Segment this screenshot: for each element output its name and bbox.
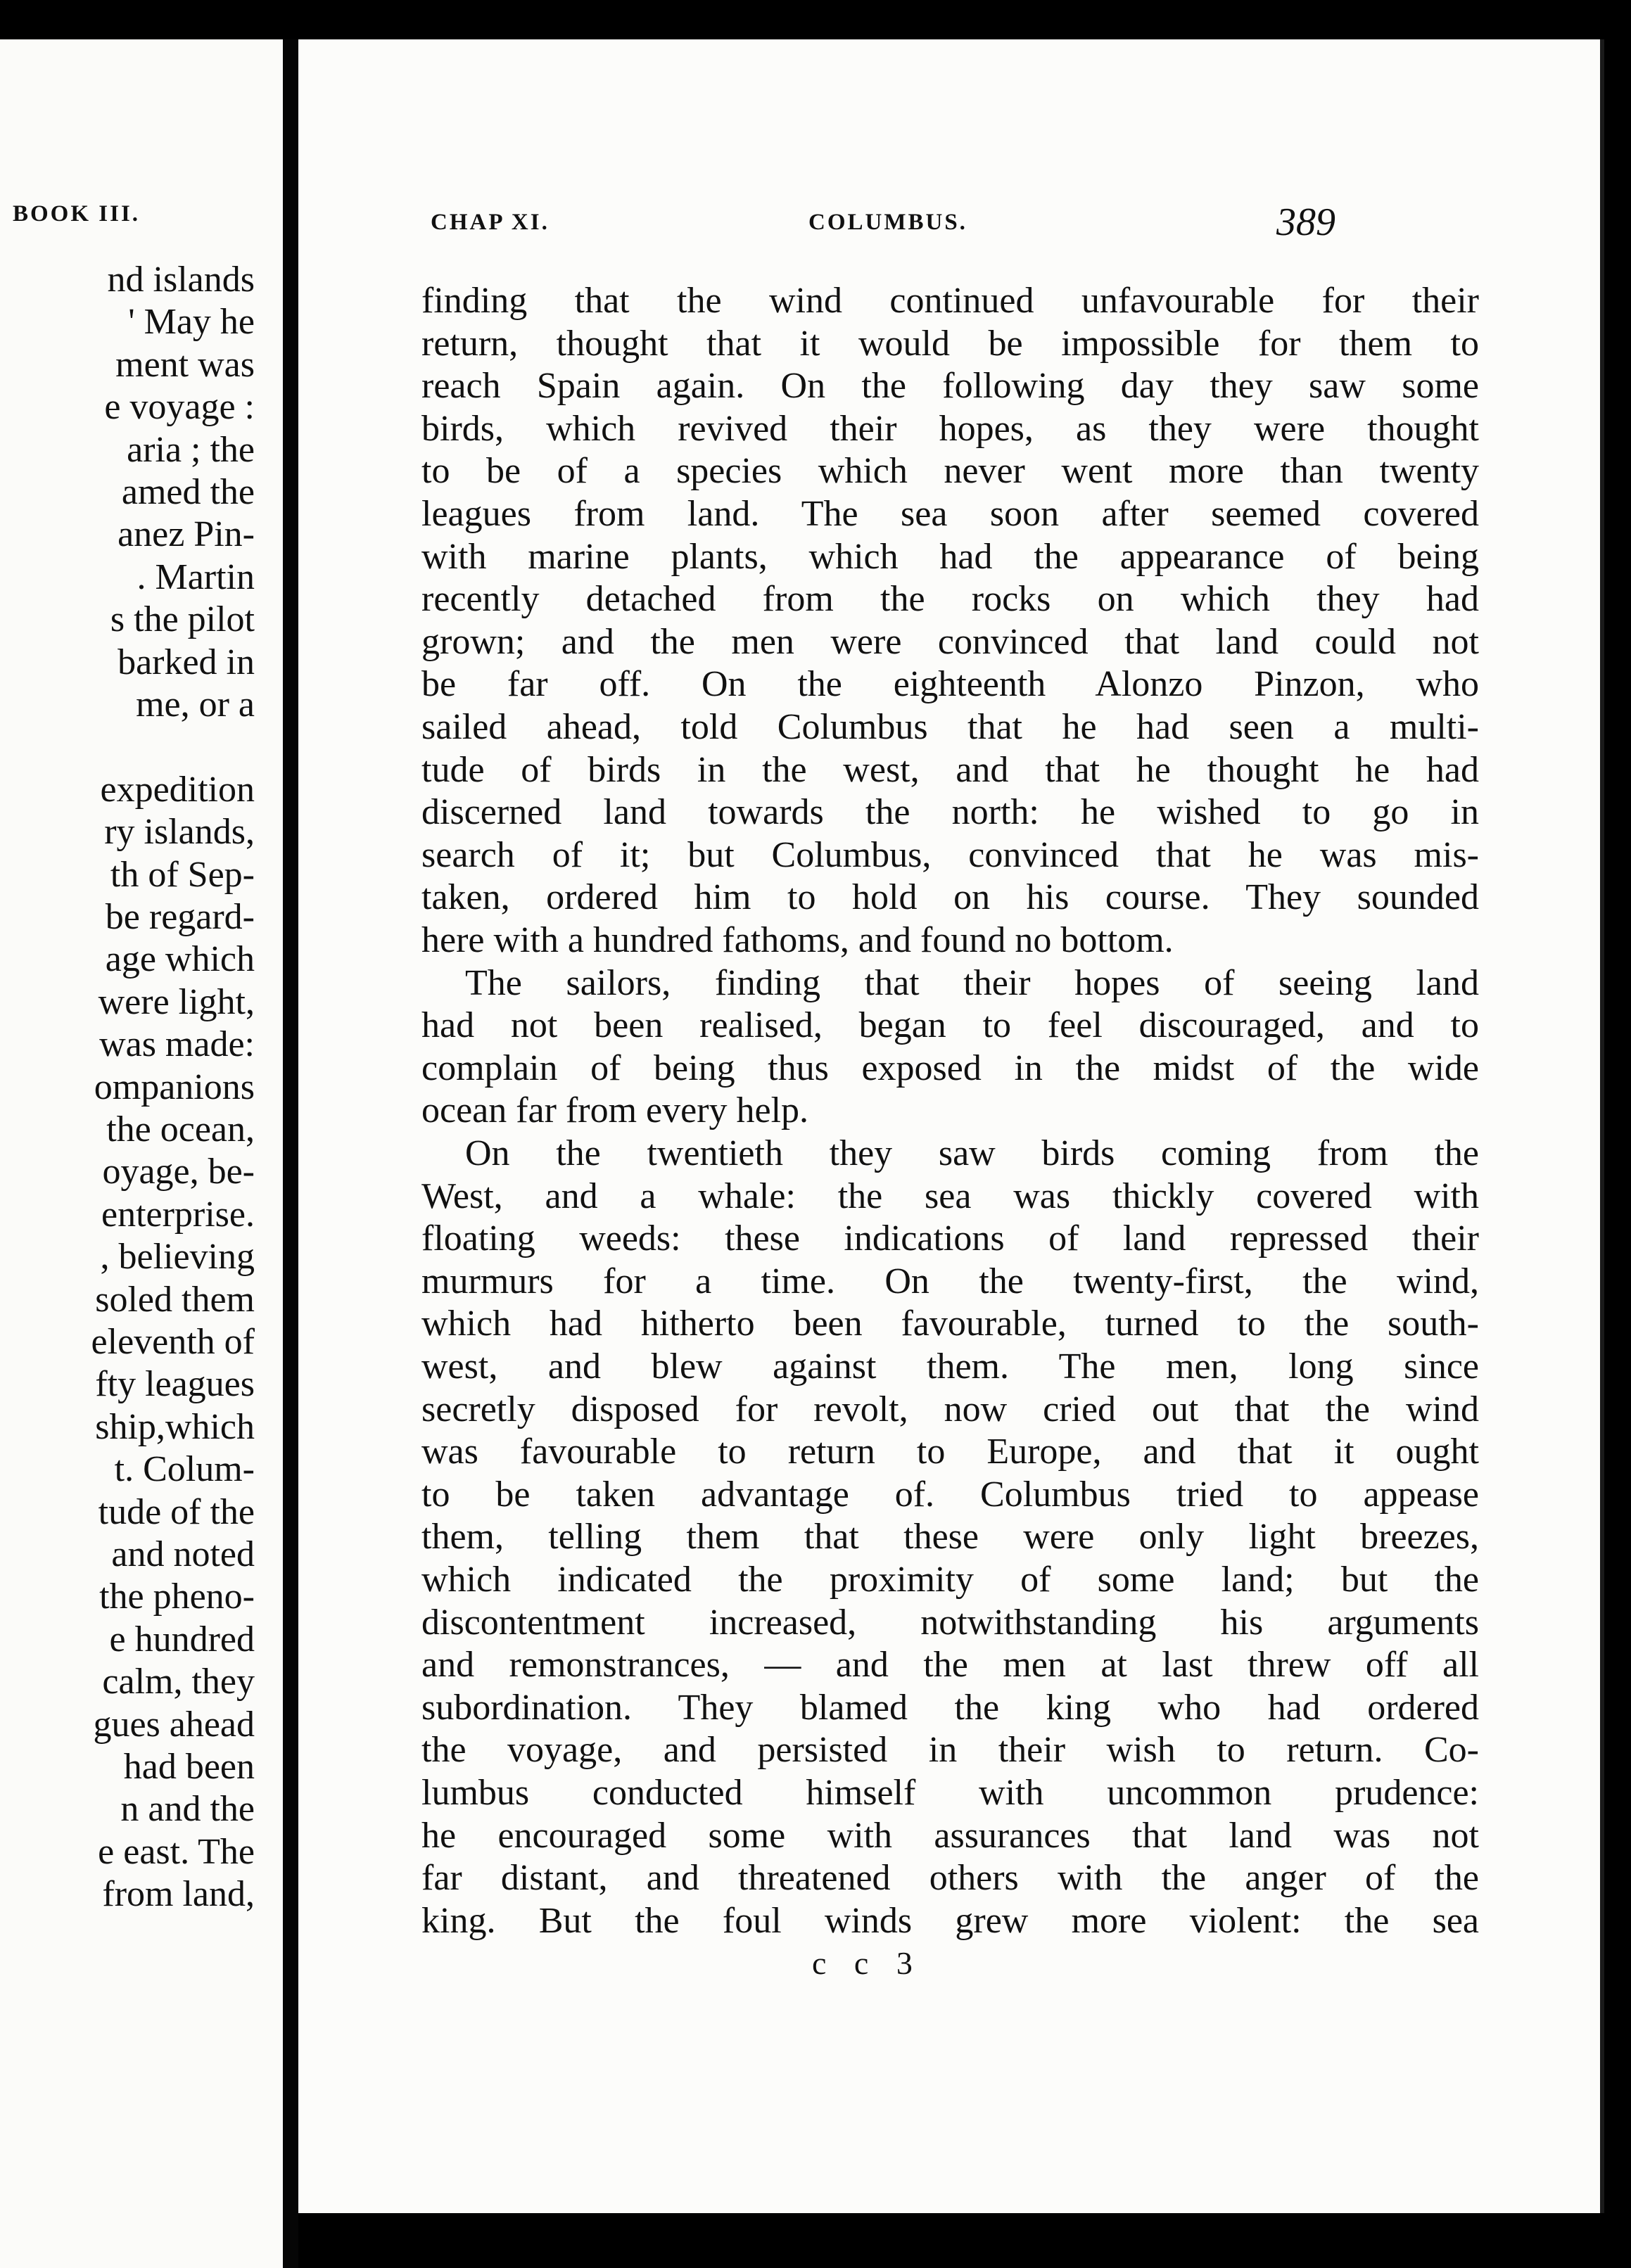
left-page-line: the ocean, (106, 1109, 255, 1149)
left-page-line: e voyage : (104, 387, 255, 427)
body-line: sailed ahead, told Columbus that he had seen a multi- (421, 707, 1479, 747)
running-title: COLUMBUS. (808, 210, 967, 235)
body-line: leagues from land. The sea soon after seemed covered (421, 494, 1479, 534)
body-line: with marine plants, which had the appearance of being (421, 537, 1479, 577)
body-line: floating weeds: these indications of land repressed their (421, 1218, 1479, 1259)
body-line: reach Spain again. On the following day they saw some (421, 366, 1479, 406)
left-page-line: e east. The (98, 1832, 255, 1872)
left-page-line: ' May he (128, 302, 255, 342)
left-page-line: were light, (98, 982, 255, 1022)
left-page-line: fty leagues (95, 1364, 255, 1404)
left-page-line: eleventh of (91, 1322, 255, 1362)
body-line: king. But the foul winds grew more violent: the sea (421, 1901, 1479, 1941)
left-page-line: soled them (95, 1280, 255, 1320)
body-line: them, telling them that these were only light breezes, (421, 1517, 1479, 1557)
body-line: to be taken advantage of. Columbus tried to appease (421, 1474, 1479, 1515)
body-line: birds, which revived their hopes, as they were thought (421, 409, 1479, 449)
body-line: tude of birds in the west, and that he thought he had (421, 750, 1479, 790)
body-line: to be of a species which never went more than twenty (421, 451, 1479, 491)
left-page-line: amed the (121, 472, 255, 512)
body-line: the voyage, and persisted in their wish to return. Co- (421, 1730, 1479, 1770)
body-line: West, and a whale: the sea was thickly covered with (421, 1176, 1479, 1216)
body-line: murmurs for a time. On the twenty-first, the wind, (421, 1261, 1479, 1301)
left-page-line: barked in (118, 642, 255, 682)
body-line: search of it; but Columbus, convinced that he was mis- (421, 835, 1479, 875)
body-line: was favourable to return to Europe, and that it ought (421, 1432, 1479, 1472)
left-page-line: me, or a (136, 684, 255, 725)
left-page-line: aria ; the (127, 430, 255, 470)
left-page-line: calm, they (102, 1662, 255, 1702)
body-line: lumbus conducted himself with uncommon prudence: (421, 1773, 1479, 1813)
left-page-line: ompanions (94, 1067, 255, 1107)
left-page-line: and noted (111, 1534, 255, 1574)
body-line: which indicated the proximity of some land; but the (421, 1560, 1479, 1600)
body-line: complain of being thus exposed in the midst of the wide (421, 1048, 1479, 1088)
left-page-line: enterprise. (101, 1194, 255, 1235)
body-line: ocean far from every help. (421, 1090, 809, 1130)
body-line: return, thought that it would be impossible for them to (421, 324, 1479, 364)
left-page-line: n and the (120, 1789, 255, 1829)
left-page-line: ry islands, (104, 812, 255, 852)
body-line: which had hitherto been favourable, turned to the south- (421, 1304, 1479, 1344)
left-page-line: gues ahead (93, 1705, 255, 1745)
page-gutter (283, 39, 298, 2268)
body-line: grown; and the men were convinced that land could not (421, 622, 1479, 662)
left-page-line: oyage, be- (102, 1152, 255, 1192)
chapter-label: CHAP XI. (431, 210, 550, 235)
left-page-line: , believing (100, 1237, 255, 1277)
left-page-line: age which (105, 939, 255, 979)
left-page-line: be regard- (105, 897, 255, 937)
left-page-line: nd islands (107, 260, 255, 300)
body-line: he encouraged some with assurances that land was not (421, 1816, 1479, 1856)
right-page (298, 39, 1604, 2213)
body-line: recently detached from the rocks on which they had (421, 579, 1479, 619)
body-line: discerned land towards the north: he wished to go in (421, 792, 1479, 832)
left-page-line: e hundred (109, 1619, 255, 1659)
body-line: and remonstrances, — and the men at last threw off all (421, 1645, 1479, 1685)
left-page-line: ment was (115, 345, 255, 385)
left-page-line: . Martin (137, 557, 255, 597)
left-page-line: was made: (99, 1024, 255, 1064)
body-line: far distant, and threatened others with the anger of the (421, 1858, 1479, 1898)
body-line: secretly disposed for revolt, now cried out that the wind (421, 1389, 1479, 1429)
body-line: here with a hundred fathoms, and found no bottom. (421, 920, 1174, 960)
left-page-line: th of Sep- (110, 855, 255, 895)
body-line: taken, ordered him to hold on his course. They sounded (421, 877, 1479, 917)
body-line: On the twentieth they saw birds coming from the (465, 1133, 1479, 1173)
body-line: had not been realised, began to feel discouraged, and to (421, 1005, 1479, 1045)
left-page-line: anez Pin- (118, 514, 255, 554)
body-line: discontentment increased, notwithstanding his arguments (421, 1603, 1479, 1643)
left-running-head: BOOK III. (13, 201, 141, 227)
body-line: The sailors, finding that their hopes of seeing land (465, 963, 1479, 1003)
body-line: be far off. On the eighteenth Alonzo Pinzon, who (421, 664, 1479, 704)
left-page-line: the pheno- (99, 1576, 255, 1617)
left-page-line: expedition (100, 770, 255, 810)
body-line: west, and blew against them. The men, long since (421, 1346, 1479, 1387)
page-number: 389 (1276, 200, 1335, 244)
left-page-line: s the pilot (110, 599, 255, 639)
left-page-line: ship,which (95, 1407, 255, 1447)
left-page-line: from land, (102, 1874, 255, 1914)
body-line: subordination. They blamed the king who had ordered (421, 1688, 1479, 1728)
signature-mark: c c 3 (812, 1945, 922, 1981)
body-line: finding that the wind continued unfavourable for their (421, 281, 1479, 321)
left-page (0, 39, 283, 2268)
left-page-line: had been (123, 1747, 255, 1787)
left-page-line: tude of the (98, 1492, 255, 1532)
left-page-line: t. Colum- (114, 1449, 255, 1489)
